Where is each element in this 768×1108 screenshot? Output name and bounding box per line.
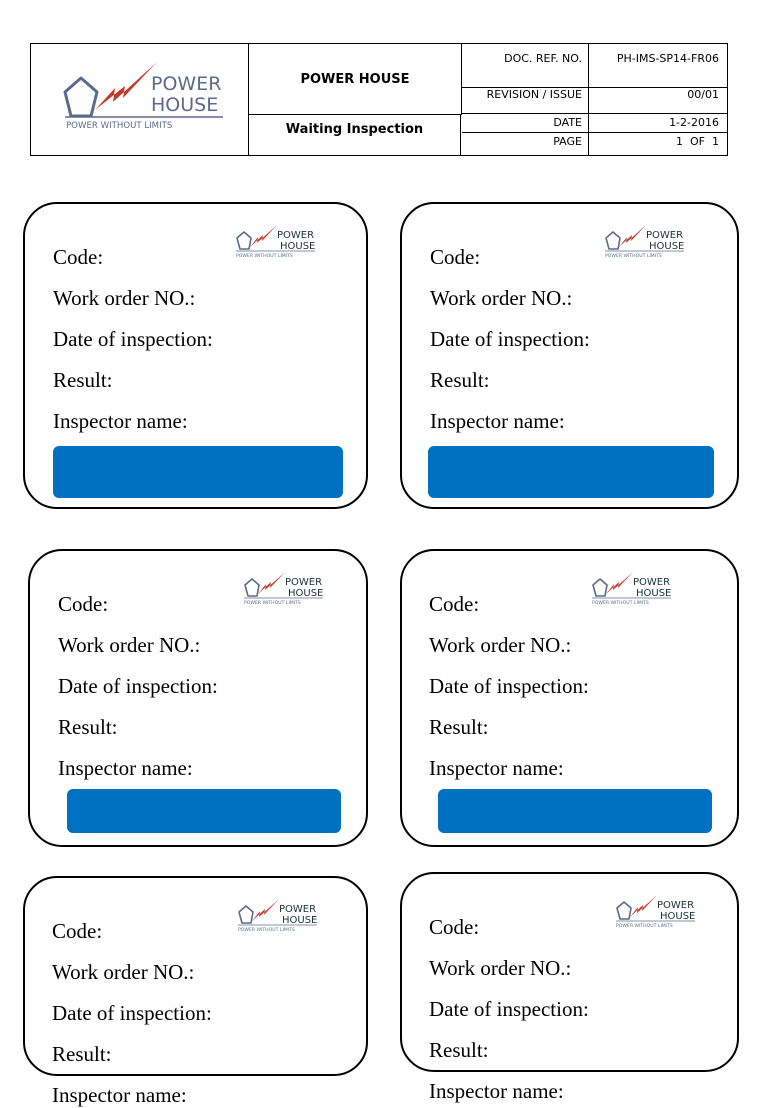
power-house-logo [241, 569, 325, 613]
meta-row-doc-ref [462, 44, 727, 88]
inspection-tag-card [23, 876, 368, 1107]
meta-label: DATE [462, 114, 589, 132]
meta-label: PAGE [462, 133, 589, 155]
result-label: Result: [429, 1038, 489, 1062]
company-title: POWER HOUSE [249, 44, 462, 115]
result-label: Result: [430, 368, 490, 392]
mini-logo-line1: POWER [277, 230, 315, 241]
work-order-label: Work order NO.: [53, 286, 196, 310]
form-title: Waiting Inspection [249, 115, 461, 155]
meta-value: 1 OF 1 [676, 135, 719, 148]
inspector-name-bar [67, 789, 341, 833]
mini-logo-line1: POWER [657, 900, 695, 911]
company-logo [31, 44, 249, 155]
logo-tagline: POWER WITHOUT LIMITS [66, 121, 173, 131]
mini-logo-line2: HOUSE [280, 241, 316, 252]
result-label: Result: [53, 368, 113, 392]
mini-logo-line2: HOUSE [660, 911, 696, 922]
inspector-name-bar [438, 789, 712, 833]
power-house-logo [602, 222, 686, 266]
work-order-label: Work order NO.: [52, 960, 195, 984]
mini-logo-line2: HOUSE [288, 588, 324, 599]
inspection-tag-card [23, 202, 368, 509]
mini-logo-line1: POWER [285, 577, 323, 588]
mini-logo-tagline: POWER WITHOUT LIMITS [236, 254, 293, 259]
inspector-name-label: Inspector name: [53, 409, 188, 433]
work-order-label: Work order NO.: [429, 633, 572, 657]
work-order-label: Work order NO.: [430, 286, 573, 310]
mini-logo-tagline: POWER WITHOUT LIMITS [616, 924, 673, 929]
logo-line1: POWER [151, 73, 222, 95]
work-order-label: Work order NO.: [58, 633, 201, 657]
meta-label: REVISION / ISSUE [462, 88, 589, 113]
mini-logo-tagline: POWER WITHOUT LIMITS [592, 601, 649, 606]
meta-value: 1-2-2016 [669, 116, 719, 129]
mini-logo-tagline: POWER WITHOUT LIMITS [605, 254, 662, 259]
date-of-inspection-label: Date of inspection: [429, 674, 589, 698]
logo-line2: HOUSE [151, 94, 219, 116]
date-of-inspection-label: Date of inspection: [430, 327, 590, 351]
inspection-tag-card [400, 202, 739, 509]
inspector-name-label: Inspector name: [58, 756, 193, 780]
mini-logo-line2: HOUSE [636, 588, 672, 599]
inspector-name-bar [53, 446, 343, 498]
result-label: Result: [58, 715, 118, 739]
result-label: Result: [52, 1042, 112, 1066]
meta-label: DOC. REF. NO. [462, 44, 589, 87]
inspection-tag-card [400, 549, 739, 847]
power-house-logo [589, 569, 673, 613]
date-of-inspection-label: Date of inspection: [52, 1001, 212, 1025]
document-meta [462, 44, 727, 155]
date-of-inspection-label: Date of inspection: [53, 327, 213, 351]
mini-logo-line1: POWER [633, 577, 671, 588]
power-house-logo [233, 222, 317, 266]
mini-logo-line1: POWER [279, 904, 317, 915]
result-label: Result: [429, 715, 489, 739]
inspector-name-bar [428, 446, 714, 498]
inspector-name-label: Inspector name: [430, 409, 565, 433]
inspector-name-label: Inspector name: [52, 1083, 187, 1107]
meta-value: 00/01 [687, 88, 719, 101]
mini-logo-line2: HOUSE [649, 241, 685, 252]
document-header [30, 43, 728, 156]
meta-value: PH-IMS-SP14-FR06 [616, 52, 719, 65]
inspection-tag-card [28, 549, 368, 847]
mini-logo-tagline: POWER WITHOUT LIMITS [244, 601, 301, 606]
mini-logo-line2: HOUSE [282, 915, 318, 926]
meta-row-revision [462, 88, 727, 114]
inspector-name-label: Inspector name: [429, 756, 564, 780]
code-label: Code: [53, 245, 104, 269]
code-label: Code: [58, 592, 109, 616]
code-label: Code: [429, 592, 480, 616]
inspection-tag-card [400, 872, 739, 1103]
mini-logo-line1: POWER [646, 230, 684, 241]
code-label: Code: [52, 919, 103, 943]
meta-row-page [462, 133, 727, 155]
meta-row-date [462, 114, 727, 133]
mini-logo-tagline: POWER WITHOUT LIMITS [238, 928, 295, 933]
work-order-label: Work order NO.: [429, 956, 572, 980]
date-of-inspection-label: Date of inspection: [429, 997, 589, 1021]
power-house-logo [235, 896, 319, 940]
inspector-name-label: Inspector name: [429, 1079, 564, 1103]
power-house-logo [613, 892, 697, 936]
code-label: Code: [430, 245, 481, 269]
date-of-inspection-label: Date of inspection: [58, 674, 218, 698]
code-label: Code: [429, 915, 480, 939]
